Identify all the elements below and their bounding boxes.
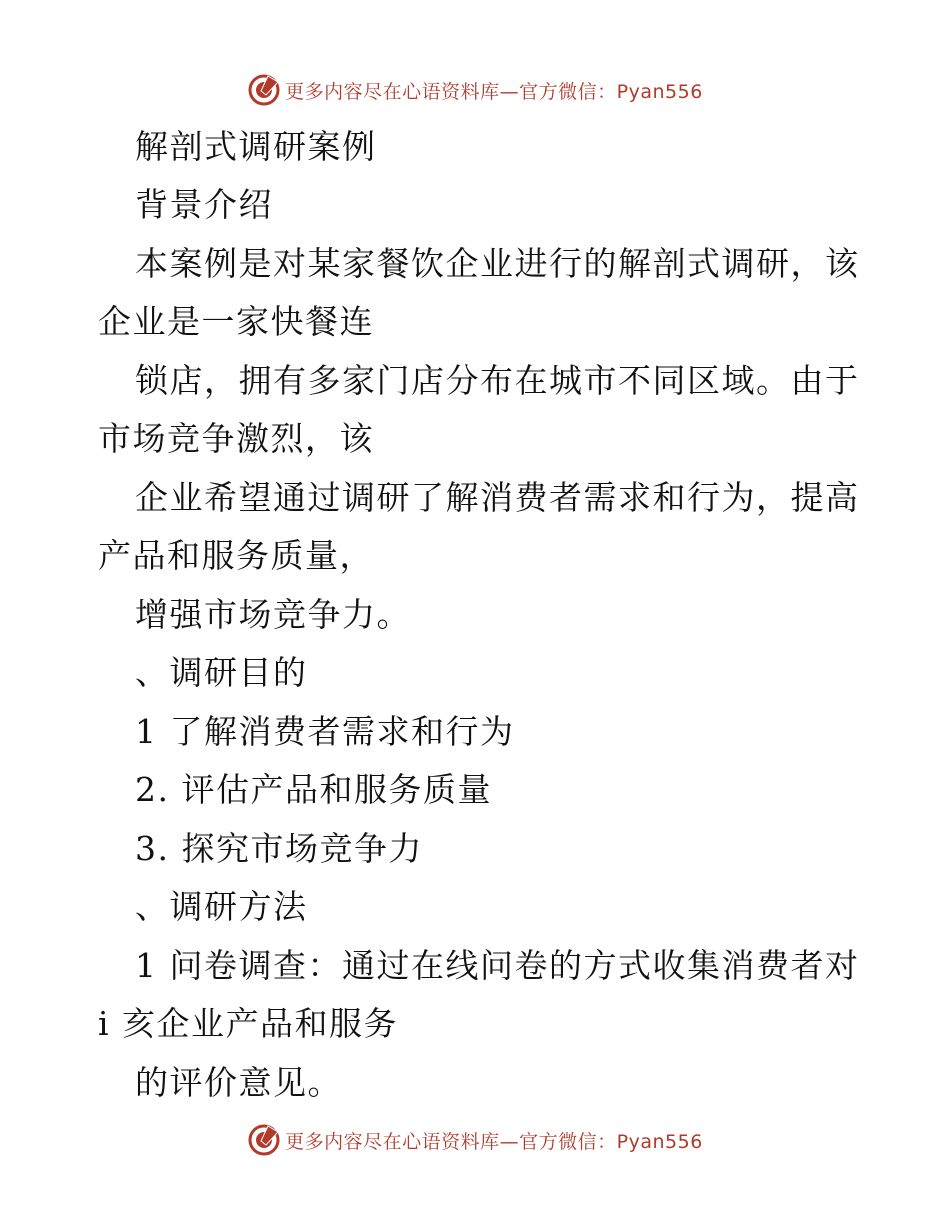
paragraph-line: 增强市场竞争力。	[135, 595, 411, 634]
paragraph-line: 的评价意见。	[135, 1063, 342, 1102]
list-item: 1 了解消费者需求和行为	[135, 712, 515, 751]
paragraph-line: 本案例是对某家餐饮企业进行的解剖式调研，该	[135, 244, 860, 283]
pen-seal-icon	[247, 1123, 281, 1157]
section-heading-methods: 、调研方法	[135, 887, 308, 926]
watermark-site: 更多内容尽在心语资料库	[285, 1130, 500, 1153]
watermark-separator: —	[499, 80, 520, 103]
footer-watermark	[0, 1120, 950, 1160]
section-heading-goals: 、调研目的	[135, 653, 308, 692]
watermark-contact: 官方微信：Pyan556	[519, 80, 703, 103]
paragraph-line: 企业希望通过调研了解消费者需求和行为，提高	[135, 478, 860, 517]
paragraph-line: 产品和服务质量，	[98, 536, 374, 575]
paragraph-line: i 亥企业产品和服务	[98, 1004, 399, 1043]
list-item: 2. 评估产品和服务质量	[135, 770, 492, 809]
paragraph-line: 市场竞争激烈，该	[98, 419, 374, 458]
watermark-site: 更多内容尽在心语资料库	[285, 80, 500, 103]
watermark-separator: —	[499, 1130, 520, 1153]
list-item: 1 问卷调查：通过在线问卷的方式收集消费者对	[135, 946, 860, 985]
watermark-text	[285, 1127, 703, 1154]
watermark-contact: 官方微信：Pyan556	[519, 1130, 703, 1153]
paragraph-line: 锁店，拥有多家门店分布在城市不同区域。由于	[135, 361, 860, 400]
section-heading-background: 背景介绍	[135, 185, 273, 224]
document-title: 解剖式调研案例	[135, 127, 377, 166]
watermark-group	[247, 1123, 703, 1157]
paragraph-line: 企业是一家快餐连	[98, 302, 374, 341]
list-item: 3. 探究市场竞争力	[135, 829, 423, 868]
